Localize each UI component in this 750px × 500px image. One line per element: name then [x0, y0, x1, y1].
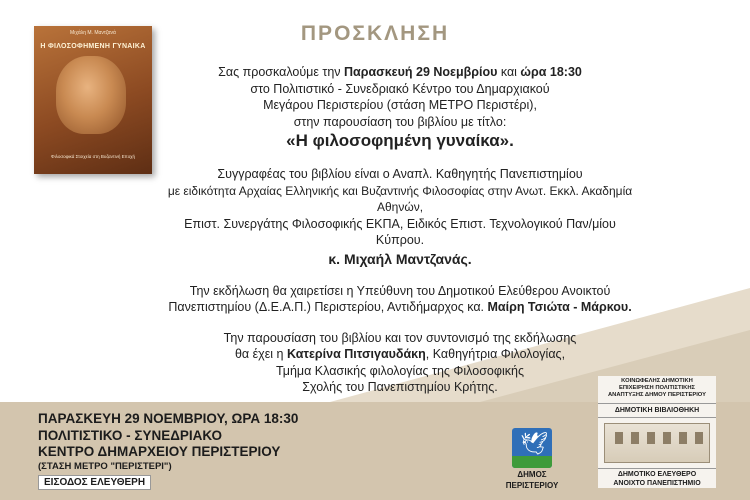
text-segment: Σας προσκαλούμε την: [218, 65, 345, 79]
footer-date: ΠΑΡΑΣΚΕΥΗ 29 ΝΟΕΜΒΡΙΟΥ, ΩΡΑ 18:30: [38, 411, 299, 426]
greeting-line-2: [160, 299, 640, 316]
footer-venue-2: ΚΕΝΤΡΟ ΔΗΜΑΡΧΕΙΟΥ ΠΕΡΙΣΤΕΡΙΟΥ: [38, 444, 281, 459]
organizer-line-1: ΚΟΙΝΩΦΕΛΗΣ ΔΗΜΟΤΙΚΗ: [621, 378, 693, 384]
event-time: ώρα 18:30: [520, 65, 582, 79]
page-title: ΠΡΟΣΚΛΗΣΗ: [300, 22, 450, 45]
author-info-line: Συγγραφέας του βιβλίου είναι ο Αναπλ. Καθηγητής Πανεπιστημίου: [217, 167, 583, 181]
open-university-label-1: ΔΗΜΟΤΙΚΟ ΕΛΕΥΘΕΡΟ: [598, 468, 716, 480]
footer-venue-1: ΠΟΛΙΤΙΣΤΙΚΟ - ΣΥΝΕΔΡΙΑΚΟ: [38, 427, 223, 443]
building-icon: [604, 423, 710, 463]
free-entry-badge: ΕΙΣΟΔΟΣ ΕΛΕΥΘΕΡΗ: [38, 475, 151, 490]
text-segment: θα έχει η: [234, 347, 287, 361]
footer-metro-stop: (ΣΤΑΣΗ ΜΕΤΡΟ "ΠΕΡΙΣΤΕΡΙ"): [38, 460, 172, 472]
dove-icon: 🕊: [512, 428, 552, 468]
municipality-label-2: ΠΕΡΙΣΤΕΡΙΟΥ: [505, 481, 559, 490]
presenter-line: Την παρουσίαση του βιβλίου και τον συντονισμό της εκδήλωσης: [223, 330, 577, 345]
greeting-line: Την εκδήλωση θα χαιρετίσει η Υπεύθυνη του Δημοτικού Ελεύθερου Ανοικτού: [189, 283, 611, 298]
invitation-line: στο Πολιτιστικό - Συνεδριακό Κέντρο του Δημαρχιακού: [250, 81, 550, 96]
open-university-label-2: ΑΝΟΙΧΤΟ ΠΑΝΕΠΙΣΤΗΜΙΟ: [613, 479, 701, 487]
book-cover-subtitle: Φιλοσοφικά Στοιχεία στη Βυζαντινή Εποχή: [51, 154, 135, 159]
book-cover-authors: Μιχάλη Μ. Μαντζανά: [70, 30, 116, 36]
presenter-line-2: [160, 346, 640, 363]
book-cover-title: Η ΦΙΛΟΣΟΦΗΜΕΝΗ ΓΥΝΑΙΚΑ: [40, 43, 146, 50]
organizer-line-2: ΕΠΙΧΕΙΡΗΣΗ ΠΟΛΙΤΙΣΤΙΚΗΣ: [619, 385, 695, 391]
invitation-line-1: [160, 64, 640, 81]
author-info-line: με ειδικότητα Αρχαίας Ελληνικής και Βυζαντινής Φιλοσοφίας στην Ανωτ. Εκκλ. Ακαδημία Αθηνών,: [167, 183, 633, 214]
footer-event-info: [38, 411, 298, 473]
author-info-line: Επιστ. Συνεργάτης Φιλοσοφικής ΕΚΠΑ, Ειδικός Επιστ. Τεχνολογικού Παν/μίου Κύπρου.: [184, 216, 616, 247]
text-segment: , Καθηγήτρια Φιλολογίας,: [425, 347, 566, 361]
book-title: «Η φιλοσοφημένη γυναίκα».: [286, 131, 514, 150]
presenter-name: Κατερίνα Πιτσιγαυδάκη: [286, 347, 426, 361]
library-label: ΔΗΜΟΤΙΚΗ ΒΙΒΛΙΟΘΗΚΗ: [598, 403, 716, 418]
organizer-panel: [598, 376, 716, 488]
municipality-logo: [500, 428, 564, 490]
author-name: κ. Μιχαήλ Μαντζανάς.: [328, 250, 472, 267]
presenter-line: Σχολής του Πανεπιστημίου Κρήτης.: [302, 380, 498, 394]
organizer-line-3: ΑΝΑΠΤΥΞΗΣ ΔΗΜΟΥ ΠΕΡΙΣΤΕΡΙΟΥ: [607, 392, 707, 398]
greeter-name: Μαίρη Τσιώτα - Μάρκου.: [487, 300, 632, 314]
portrait-image: [56, 56, 126, 134]
event-date: Παρασκευή 29 Νοεμβρίου: [344, 65, 498, 79]
invitation-body: [160, 64, 640, 396]
municipality-label-1: ΔΗΜΟΣ: [517, 470, 547, 479]
text-segment: Πανεπιστημίου (Δ.Ε.Α.Π.) Περιστερίου, Αντιδήμαρχος κα.: [168, 300, 488, 314]
book-cover: [34, 26, 152, 174]
text-segment: και: [497, 65, 521, 79]
invitation-line: στην παρουσίαση του βιβλίου με τίτλο:: [293, 114, 507, 129]
presenter-line: Τμήμα Κλασικής φιλολογίας της Φιλοσοφικής: [276, 363, 524, 378]
invitation-line: Μεγάρου Περιστερίου (στάση ΜΕΤΡΟ Περιστέρι),: [263, 98, 537, 112]
